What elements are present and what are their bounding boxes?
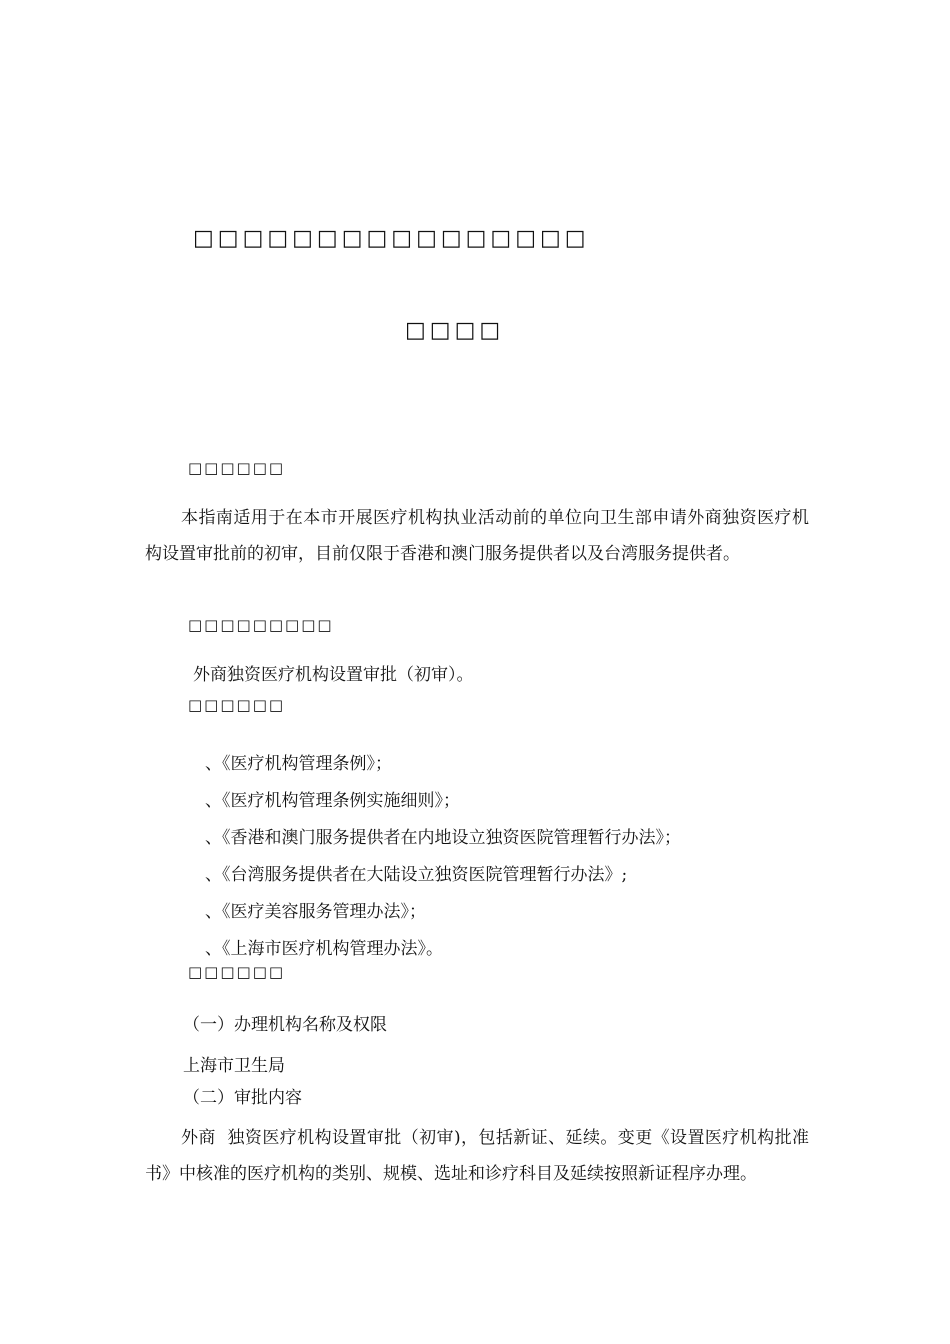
section2-heading: □□□□□□□□□ [188,616,334,634]
document-title-line1: □□□□□□□□□□□□□□□□ [193,226,590,251]
section4-heading: □□□□□□ [188,963,286,981]
section2-text: 外商独资医疗机构设置审批（初审）。 [193,665,474,685]
list-item: 、《台湾服务提供者在大陆设立独资医院管理暂行办法》; [205,865,628,885]
subsection2-title: （二）审批内容 [183,1088,302,1108]
section1-heading: □□□□□□ [188,459,286,477]
subsection1-title: （一）办理机构名称及权限 [183,1015,387,1035]
list-item: 、《香港和澳门服务提供者在内地设立独资医院管理暂行办法》； [205,828,681,848]
section3-heading: □□□□□□ [188,696,286,714]
list-item: 、《上海市医疗机构管理办法》。 [205,939,443,959]
section1-paragraph: 本指南适用于在本市开展医疗机构执业活动前的单位向卫生部申请外商独资医疗机构设置审批前的初审，目前仅限于香港和澳门服务提供者以及台湾服务提供者。 [145,508,809,564]
subsection2-paragraph: 外商 独资医疗机构设置审批（初审)，包括新证、延续。变更《设置医疗机构批准书》中核准的医疗机构的类别、规模、选址和诊疗科目及延续按照新证程序办理。 [145,1128,809,1184]
list-item: 、《医疗美容服务管理办法》； [205,902,426,922]
document-title-line2: □□□□ [405,318,505,343]
subsection1-text: 上海市卫生局 [183,1056,285,1076]
list-item: 、《医疗机构管理条例》； [205,754,392,774]
list-item: 、《医疗机构管理条例实施细则》； [205,791,460,811]
